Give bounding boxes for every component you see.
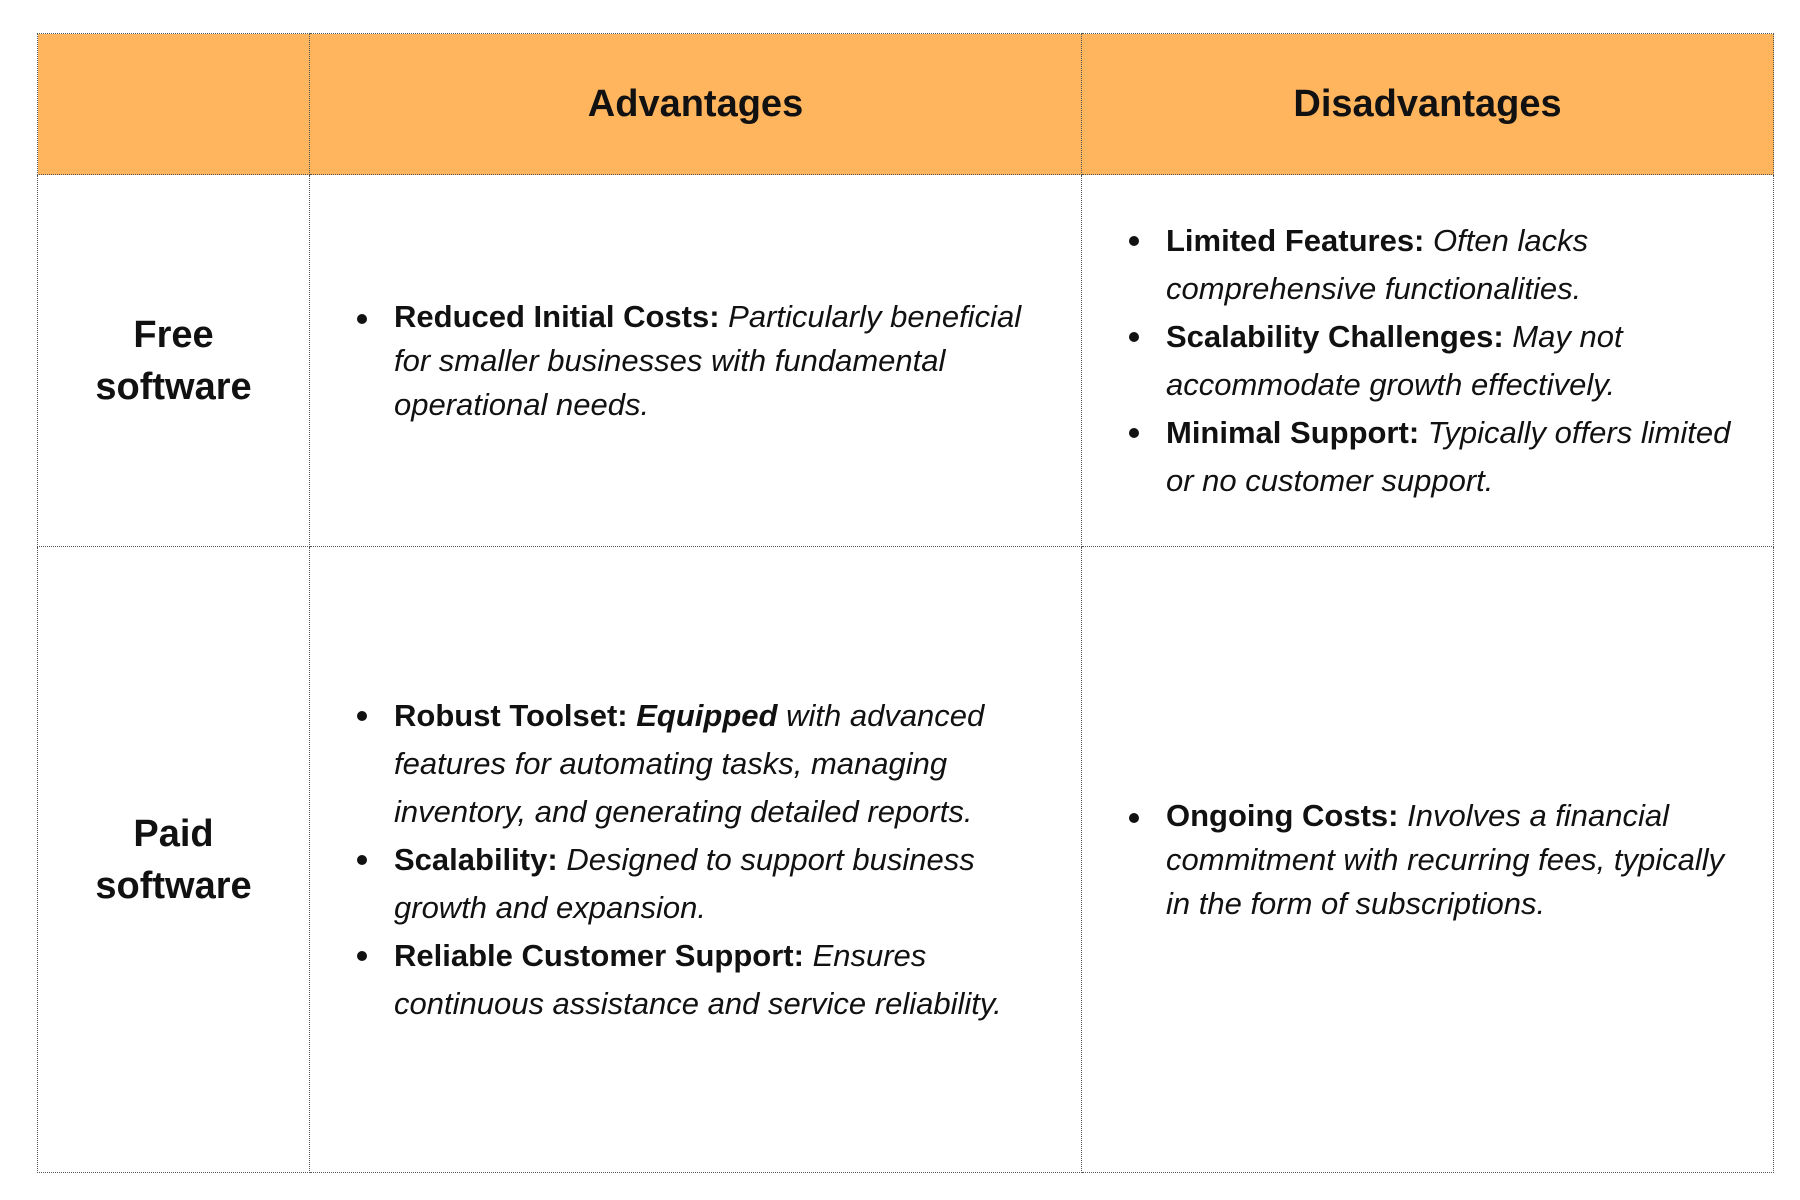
free-disadvantages-cell [1082,175,1774,547]
item-description: Particularly beneficial for smaller businesses with fundamental operational needs. [394,298,1022,422]
item-description: Ensures continuous assistance and service reliability. [394,937,1002,1021]
header-row [38,34,1774,175]
row-label-line2: software [95,365,252,408]
item-term: Limited Features: [1166,222,1425,258]
header-corner-cell [38,34,310,175]
row-label-paid-software [38,547,310,1173]
list-item [1166,794,1753,926]
list-item [394,295,1051,427]
free-disadvantages-list [1082,217,1773,505]
comparison-table [37,33,1774,1173]
row-label-line1: Free [133,313,214,356]
item-term: Ongoing Costs: [1166,797,1399,833]
row-label-line1: Paid [133,812,214,855]
free-advantages-cell [310,175,1082,547]
paid-disadvantages-cell [1082,547,1774,1173]
paid-advantages-cell [310,547,1082,1173]
row-label-free-software [38,175,310,547]
item-term: Scalability: [394,841,558,877]
item-term: Reliable Customer Support: [394,937,804,973]
item-description: with advanced features for automating tasks, managing inventory, and generating detailed reports. [394,697,985,829]
item-description: Involves a financial commitment with recurring fees, typically in the form of subscriptions. [1166,797,1725,921]
list-item [394,836,1051,932]
item-description: Typically offers limited or no customer support. [1166,414,1731,498]
comparison-table-wrapper [37,33,1773,1173]
item-term: Reduced Initial Costs: [394,298,720,334]
list-item [1166,313,1753,409]
table-row-free-software [38,175,1774,547]
list-item [394,692,1051,836]
item-description: Often lacks comprehensive functionalities. [1166,222,1589,306]
list-item [394,932,1051,1028]
item-term: Robust Toolset: [394,697,628,733]
list-item [1166,217,1753,313]
row-label-line2: software [95,864,252,907]
paid-advantages-list [310,692,1081,1028]
item-emphasis: Equipped [636,697,778,733]
item-term: Scalability Challenges: [1166,318,1504,354]
header-disadvantages: Disadvantages [1082,34,1774,175]
list-item [1166,409,1753,505]
item-description: Designed to support business growth and expansion. [394,841,975,925]
free-advantages-list [310,295,1081,427]
header-advantages: Advantages [310,34,1082,175]
item-term: Minimal Support: [1166,414,1420,450]
table-row-paid-software [38,547,1774,1173]
item-description: May not accommodate growth effectively. [1166,318,1623,402]
paid-disadvantages-list [1082,794,1773,926]
